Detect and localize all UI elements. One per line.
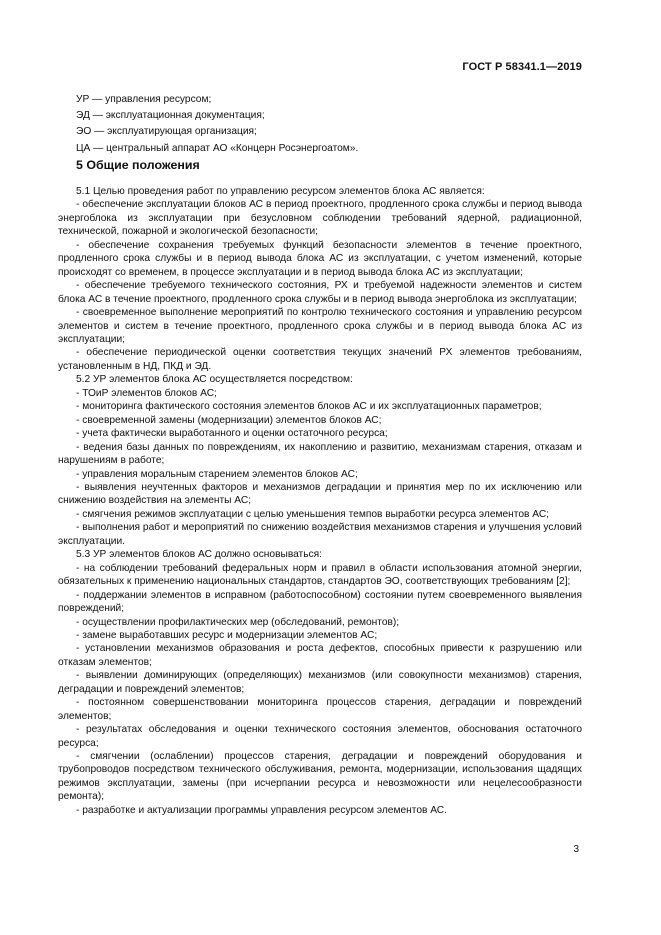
list-item: - выполнения работ и мероприятий по снижению воздействия механизмов старения и улучшения условий эксплуатации. xyxy=(58,522,582,547)
list-item: - замене выработавших ресурс и модернизации элементов АС; xyxy=(76,629,378,641)
page-number: 3 xyxy=(573,844,579,855)
document-code: ГОСТ Р 58341.1—2019 xyxy=(462,61,582,73)
abbreviation-ed: ЭД — эксплуатационная документация; xyxy=(76,110,265,122)
list-item: - учета фактически выработанного и оценки остаточного ресурса; xyxy=(76,428,388,440)
list-item: - установлении механизмов образования и роста дефектов, способных привести к разрушению или отказам элементов; xyxy=(58,643,582,668)
abbreviation-eo: ЭО — эксплуатирующая организация; xyxy=(76,126,257,138)
list-item: - ведения базы данных по повреждениям, их накоплению и развитию, механизмам старения, отказам и нарушениям в работе; xyxy=(58,441,582,467)
list-item: - выявления неучтенных факторов и механизмов деградации и принятия мер по их исключению или снижению воздействия на элементы АС; xyxy=(58,481,582,507)
list-item: - ТОиР элементов блоков АС; xyxy=(76,387,217,399)
list-item: - управления моральным старением элементов блоков АС; xyxy=(76,468,358,480)
clause-5-1: 5.1 Целью проведения работ по управлению ресурсом элементов блока АС является: xyxy=(76,186,485,197)
abbreviation-ur: УР — управления ресурсом; xyxy=(76,94,212,105)
list-item: - разработке и актуализации программы управления ресурсом элементов АС. xyxy=(76,804,447,816)
list-item: - результатах обследования и оценки технического состояния элементов, обоснования остаточного ресурса; xyxy=(58,724,582,749)
abbreviation-ca: ЦА — центральный аппарат АО «Концерн Росэнергоатом». xyxy=(76,142,359,154)
list-item: - обеспечение сохранения требуемых функций безопасности элементов в течение проектного, продленного срока службы и в период вывода блока АС из эксплуатации, с учетом изменений, которые происходят со временем, в процессе эксплуатации и в период вывода блока АС из эксплуатации; xyxy=(58,239,582,278)
list-item: - обеспечение эксплуатации блоков АС в период проектного, продленного срока службы и период вывода энергоблока из эксплуатации при безусловном соблюдении требований ядерной, радиационной, технической, пожарной и экологической безопасности; xyxy=(58,199,582,238)
list-item: - смягчения режимов эксплуатации с целью уменьшения темпов выработки ресурса элементов АС; xyxy=(76,508,550,520)
list-item: - своевременное выполнение мероприятий по контролю технического состояния и управлению ресурсом элементов и систем в течение проектного, продленного срока службы и в период вывода блока АС из эксплуатации; xyxy=(58,307,582,345)
section-title: 5 Общие положения xyxy=(76,158,200,172)
clause-5-3: 5.3 УР элементов блоков АС должно основываться: xyxy=(76,549,322,561)
list-item: - постоянном совершенствовании мониторинга процессов старения, деградации и повреждений элементов; xyxy=(58,697,582,722)
list-item: - мониторинга фактического состояния элементов блоков АС и их эксплуатационных параметров; xyxy=(76,401,542,413)
clause-5-2: 5.2 УР элементов блока АС осуществляется посредством: xyxy=(76,374,353,386)
list-item: - выявлении доминирующих (определяющих) механизмов (или совокупности механизмов) старения, деградации и повреждений элементов; xyxy=(58,670,582,695)
list-item: - осуществлении профилактических мер (обследований, ремонтов); xyxy=(76,616,400,628)
abbreviations-list xyxy=(76,92,358,157)
list-item: - поддержании элементов в исправном (работоспособном) состоянии путем своевременного выявления повреждений; xyxy=(58,589,582,615)
section-body xyxy=(58,185,582,817)
list-item: - смягчении (ослаблении) процессов старения, деградации и повреждений оборудования и трубопроводов посредством технического обслуживания, ремонта, модернизации, использования щадящих режимов эксплуатации, замены (при исчерпании ресурса и невозможности или нецелесообразности ремонта); xyxy=(58,751,582,803)
list-item: - своевременной замены (модернизации) элементов блоков АС; xyxy=(76,414,382,426)
list-item: - обеспечение требуемого технического состояния, РХ и требуемой надежности элементов и систем блока АС в течение проектного, продленного срока службы и в период вывода энергоблока из эксплуатации; xyxy=(58,280,582,305)
list-item: - обеспечение периодической оценки соответствия текущих значений РХ элементов требованиям, установленным в НД, ПКД и ЭД. xyxy=(58,347,582,372)
list-item: - на соблюдении требований федеральных норм и правил в области использования атомной энергии, обязательных к применению национальных стандартов, стандартов ЭО, соответствующих требованиям [2]; xyxy=(58,562,582,588)
